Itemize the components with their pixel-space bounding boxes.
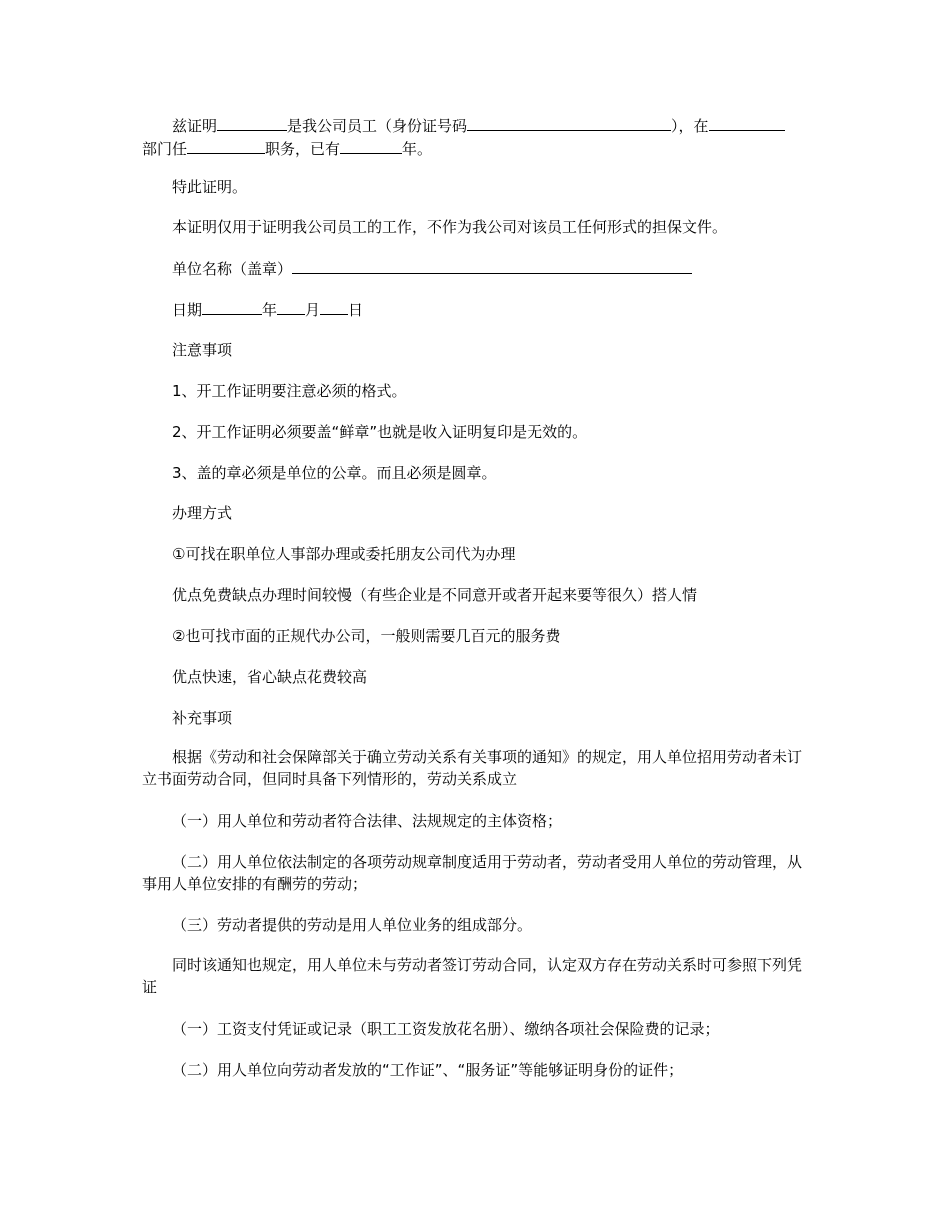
date-day-label: 日: [348, 301, 364, 319]
department-blank: [709, 114, 785, 131]
date-month-label: 月: [305, 301, 321, 319]
condition-item-1: （一）用人单位和劳动者符合法律、法规规定的主体资格；: [172, 812, 563, 830]
cert-text-a: 兹证明: [172, 117, 218, 135]
evidence-item-1: （一）工资支付凭证或记录（职工工资发放花名册）、缴纳各项社会保险费的记录；: [172, 1020, 720, 1038]
cert-text-b: 是我公司员工（身份证号码: [287, 117, 468, 135]
method-item-1: ①可找在职单位人事部办理或委托朋友公司代为办理: [172, 545, 516, 563]
years-blank: [340, 137, 402, 154]
condition-item-3: （三）劳动者提供的劳动是用人单位业务的组成部分。: [172, 916, 533, 934]
month-blank: [277, 298, 305, 315]
cert-text-d: 部门任: [142, 140, 188, 158]
evidence-intro: 同时该通知也规定，用人单位未与劳动者签订劳动合同，认定双方存在劳动关系时可参照下列凭证: [142, 956, 803, 996]
cert-text-e: 职务，已有: [265, 140, 341, 158]
unit-name-label: 单位名称（盖章）: [172, 260, 293, 278]
certification-statement: [142, 114, 812, 160]
unit-name-line: [142, 257, 812, 280]
notes-heading: 注意事项: [172, 341, 233, 359]
cert-text-f: 年。: [402, 140, 433, 158]
supplement-heading: 补充事项: [172, 709, 233, 727]
condition-item-2: （二）用人单位依法制定的各项劳动规章制度适用于劳动者，劳动者受用人单位的劳动管理，从事用人单位安排的有酬劳的劳动；: [142, 853, 803, 893]
date-line: [142, 298, 812, 321]
note-item-1: 1、开工作证明要注意必须的格式。: [172, 382, 407, 400]
usage-note: 本证明仅用于证明我公司员工的工作，不作为我公司对该员工任何形式的担保文件。: [172, 218, 728, 236]
day-blank: [320, 298, 348, 315]
evidence-item-2: （二）用人单位向劳动者发放的“工作证”、“服务证”等能够证明身份的证件；: [172, 1061, 684, 1079]
year-blank: [202, 298, 262, 315]
hereby-certify: 特此证明。: [172, 178, 248, 196]
name-blank: [217, 114, 287, 131]
date-year-label: 年: [262, 301, 278, 319]
id-number-blank: [467, 114, 671, 131]
note-item-2: 2、开工作证明必须要盖“鲜章”也就是收入证明复印是无效的。: [172, 423, 588, 441]
unit-name-blank: [292, 257, 692, 274]
method-item-2: ②也可找市面的正规代办公司，一般则需要几百元的服务费: [172, 627, 561, 645]
cert-text-c: ），在: [671, 117, 709, 135]
supplement-intro: 根据《劳动和社会保障部关于确立劳动关系有关事项的通知》的规定，用人单位招用劳动者未订立书面劳动合同，但同时具备下列情形的，劳动关系成立: [142, 748, 803, 788]
method-item-2-detail: 优点快速，省心缺点花费较高: [172, 668, 368, 686]
method-item-1-detail: 优点免费缺点办理时间较慢（有些企业是不同意开或者开起来要等很久）搭人情: [172, 586, 698, 604]
position-blank: [187, 137, 265, 154]
method-heading: 办理方式: [172, 504, 233, 522]
note-item-3: 3、盖的章必须是单位的公章。而且必须是圆章。: [172, 464, 497, 482]
date-label: 日期: [172, 301, 203, 319]
